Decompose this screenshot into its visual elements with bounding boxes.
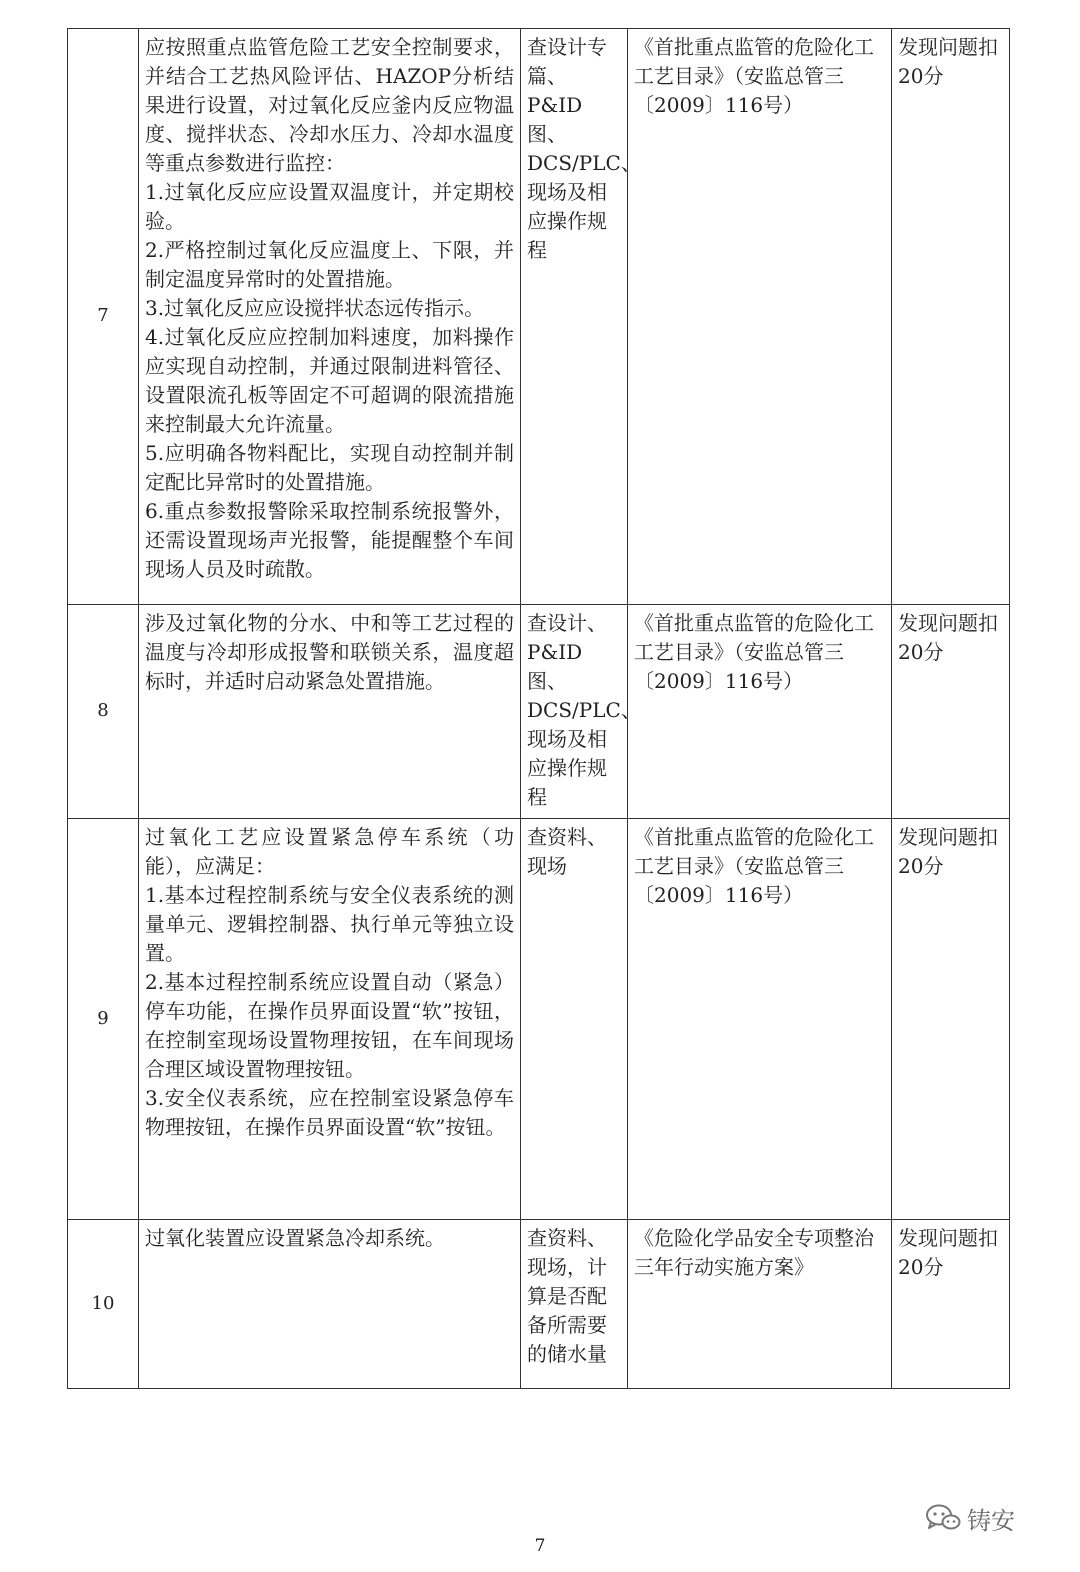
deduction-cell: 发现问题扣20分 — [892, 819, 1010, 1220]
method-cell: 查资料、现场 — [521, 819, 628, 1220]
table-row — [68, 1220, 1010, 1389]
requirement-text: 应按照重点监管危险工艺安全控制要求，并结合工艺热风险评估、HAZOP分析结果进行设置，对过氧化反应釜内反应物温度、搅拌状态、冷却水压力、冷却水温度等重点参数进行监控： — [145, 35, 514, 175]
wechat-icon — [925, 1503, 961, 1533]
method-cell: 查设计、P&ID图、DCS/PLC、现场及相应操作规程 — [521, 605, 628, 819]
requirement-cell — [139, 1220, 521, 1389]
item-number: 7 — [68, 29, 139, 605]
requirement-text: 4.过氧化反应应控制加料速度，加料操作应实现自动控制，并通过限制进料管径、设置限流孔板等固定不可超调的限流措施来控制最大允许流量。 — [145, 325, 514, 436]
basis-cell: 《首批重点监管的危险化工工艺目录》（安监总管三〔2009〕116号） — [628, 819, 892, 1220]
requirement-text: 3.过氧化反应应设搅拌状态远传指示。 — [145, 296, 485, 320]
requirement-text: 过氧化工艺应设置紧急停车系统（功能），应满足： — [145, 825, 514, 878]
watermark-text: 铸安 — [967, 1506, 1015, 1535]
method-cell: 查设计专篇、P&ID图、DCS/PLC、现场及相应操作规程 — [521, 29, 628, 605]
requirement-cell — [139, 605, 521, 819]
requirement-text: 6.重点参数报警除采取控制系统报警外，还需设置现场声光报警，能提醒整个车间现场人员及时疏散。 — [145, 499, 514, 581]
requirement-cell — [139, 29, 521, 605]
basis-cell: 《首批重点监管的危险化工工艺目录》（安监总管三〔2009〕116号） — [628, 29, 892, 605]
table-row — [68, 819, 1010, 1220]
item-number: 10 — [68, 1220, 139, 1389]
requirement-cell — [139, 819, 521, 1220]
item-number: 9 — [68, 819, 139, 1220]
requirement-text: 5.应明确各物料配比，实现自动控制并制定配比异常时的处置措施。 — [145, 441, 514, 494]
basis-cell: 《危险化学品安全专项整治三年行动实施方案》 — [628, 1220, 892, 1389]
table-row — [68, 605, 1010, 819]
page-number: 7 — [534, 1536, 546, 1556]
requirement-text: 1.过氧化反应应设置双温度计，并定期校验。 — [145, 180, 514, 233]
requirement-text: 2.严格控制过氧化反应温度上、下限，并制定温度异常时的处置措施。 — [145, 238, 514, 291]
deduction-cell: 发现问题扣20分 — [892, 1220, 1010, 1389]
item-number: 8 — [68, 605, 139, 819]
table-row — [68, 29, 1010, 605]
checklist-table — [67, 28, 1010, 1389]
requirement-text: 涉及过氧化物的分水、中和等工艺过程的温度与冷却形成报警和联锁关系，温度超标时，并适时启动紧急处置措施。 — [145, 611, 514, 693]
method-cell: 查资料、现场，计算是否配备所需要的储水量 — [521, 1220, 628, 1389]
requirement-text: 过氧化装置应设置紧急冷却系统。 — [145, 1226, 445, 1250]
requirement-text: 3.安全仪表系统，应在控制室设紧急停车物理按钮，在操作员界面设置“软”按钮。 — [145, 1086, 514, 1139]
requirement-text: 2.基本过程控制系统应设置自动（紧急）停车功能，在操作员界面设置“软”按钮，在控制室现场设置物理按钮，在车间现场合理区域设置物理按钮。 — [145, 970, 514, 1081]
watermark — [925, 1498, 1015, 1538]
basis-cell: 《首批重点监管的危险化工工艺目录》（安监总管三〔2009〕116号） — [628, 605, 892, 819]
requirement-text: 1.基本过程控制系统与安全仪表系统的测量单元、逻辑控制器、执行单元等独立设置。 — [145, 883, 514, 965]
deduction-cell: 发现问题扣20分 — [892, 29, 1010, 605]
deduction-cell: 发现问题扣20分 — [892, 605, 1010, 819]
